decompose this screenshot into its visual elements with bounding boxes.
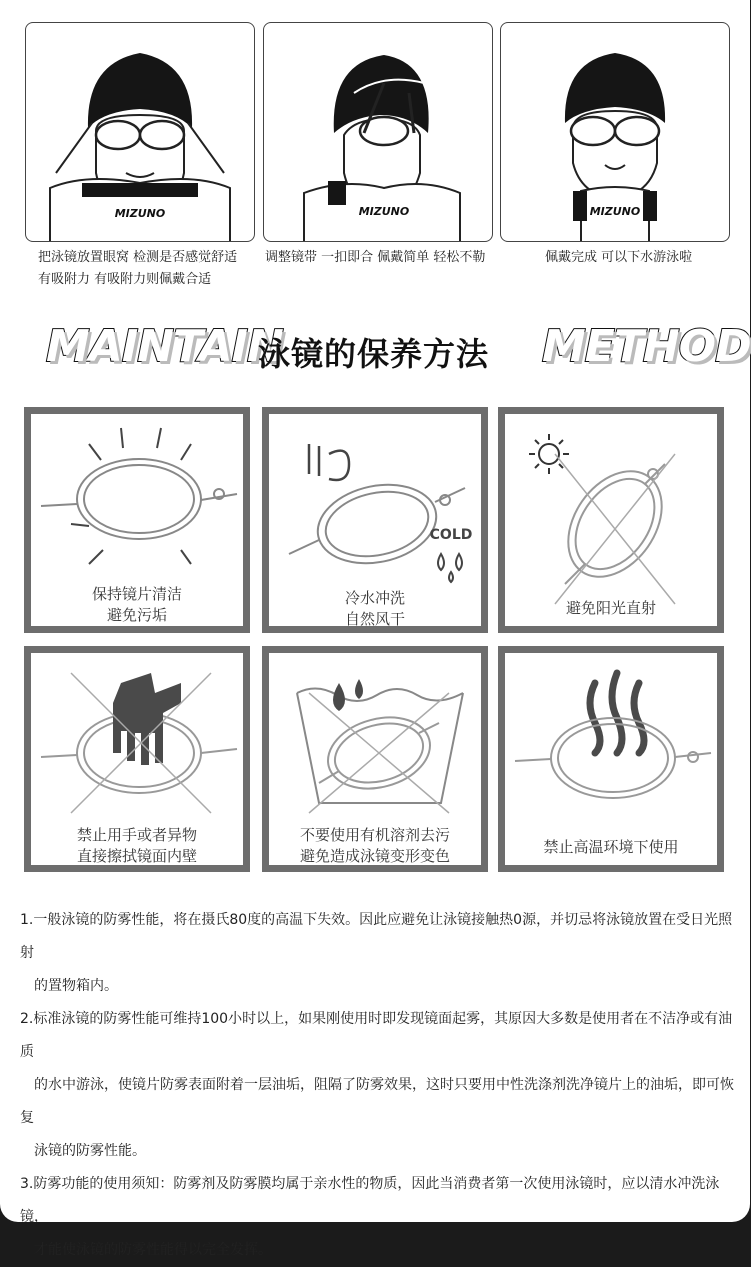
care-label-solvent: 不要使用有机溶剂去污 避免造成泳镜变形变色 xyxy=(299,826,450,865)
step-2-illustration xyxy=(263,22,493,242)
care-label-sun: 避免阳光直射 xyxy=(565,599,656,617)
care-label-touch: 禁止用手或者异物 直接擦拭镜面内壁 xyxy=(76,826,197,865)
svg-text:MIZUNO: MIZUNO xyxy=(358,205,410,218)
heat-waves-icon xyxy=(590,673,644,753)
sunburst-icon xyxy=(71,428,191,564)
care-card-touch xyxy=(24,646,250,872)
care-card-rinse xyxy=(262,407,488,633)
step-2-caption: 调整镜带 一扣即合 佩戴简单 轻松不勒 xyxy=(265,250,486,265)
brand-logo-text: MIZUNO xyxy=(114,207,166,220)
wind-icon xyxy=(309,444,349,480)
care-label-heat: 禁止高温环境下使用 xyxy=(543,838,679,856)
care-notes xyxy=(20,904,740,1267)
svg-text:MIZUNO: MIZUNO xyxy=(589,205,641,218)
care-label-clean: 保持镜片清洁 避免污垢 xyxy=(91,585,182,624)
cold-badge: COLD xyxy=(429,527,473,543)
note-3: 3.防雾功能的使用须知：防雾剂及防雾膜均属于亲水性的物质，因此当消费者第一次使用泳镜时，应以清水冲洗泳镜， 才能使泳镜的防雾性能得以完全发挥。 xyxy=(20,1176,720,1258)
solvent-drops-icon xyxy=(333,679,363,711)
care-card-sun xyxy=(498,407,724,633)
note-1: 1.一般泳镜的防雾性能，将在摄氏80度的高温下失效。因此应避免让泳镜接触热0源，并切忌将泳镜放置在受日光照射 的置物箱内。 xyxy=(20,912,733,994)
step-3-illustration xyxy=(500,22,730,242)
note-2: 2.标准泳镜的防雾性能可维持100小时以上，如果刚使用时即发现镜面起雾，其原因大多数是使用者在不洁净或有油质 的水中游泳，使镜片防雾表面附着一层油垢，阻隔了防雾效果，这时只要用中性洗涤剂洗净镜片上的油垢，即可恢复 泳镜的防雾性能。 xyxy=(20,1011,734,1159)
step-1-caption: 把泳镜放置眼窝 检测是否感觉舒适 有吸附力 有吸附力则佩戴合适 xyxy=(38,250,238,287)
care-card-heat xyxy=(498,646,724,872)
step-3-caption: 佩戴完成 可以下水游泳啦 xyxy=(545,250,693,265)
basin-outline xyxy=(297,693,463,803)
sun-icon xyxy=(529,434,569,474)
goggle-lens-icon xyxy=(41,459,237,539)
care-label-rinse: 冷水冲洗 自然风干 xyxy=(344,589,405,628)
heading-maintain: MAINTAIN xyxy=(46,321,283,372)
step-1-illustration xyxy=(25,22,255,242)
water-drops-icon xyxy=(438,554,462,582)
heading-method: METHOD xyxy=(542,321,751,372)
section-heading xyxy=(0,315,750,390)
care-card-clean xyxy=(24,407,250,633)
care-card-solvent xyxy=(262,646,488,872)
heading-title: 泳镜的保养方法 xyxy=(258,335,490,373)
